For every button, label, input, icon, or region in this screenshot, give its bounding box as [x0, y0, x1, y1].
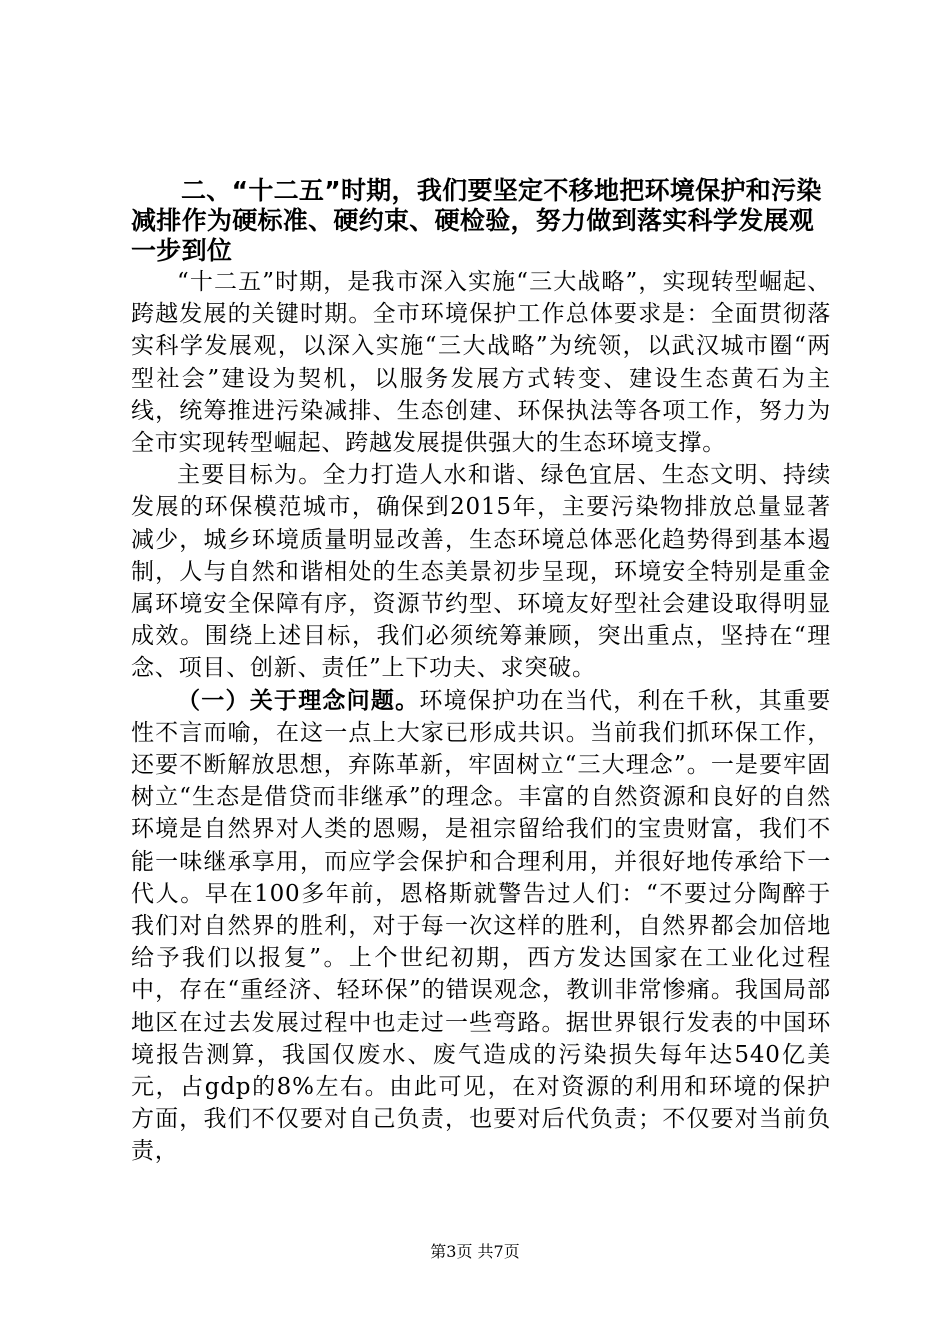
section-heading: 二、“十二五”时期，我们要坚定不移地把环境保护和污染减排作为硬标准、硬约束、硬检验，努力做到落实科学发展观一步到位 [131, 176, 822, 265]
subsection-body: 环境保护功在当代，利在千秋，其重要性不言而喻，在这一点上大家已形成共识。当前我们抓环保工作，还要不断解放思想，弃陈革新，牢固树立“三大理念”。一是要牢固树立“生态是借贷而非继承”的理念。丰富的自然资源和良好的自然环境是自然界对人类的恩赐，是祖宗留给我们的宝贵财富，我们不能一味继承享用，而应学会保护和合理利用，并很好地传承给下一代人。早在100多年前，恩格斯就警告过人们：“不要过分陶醉于我们对自然界的胜利，对于每一次这样的胜利，自然界都会加倍地给予我们以报复”。上个世纪初期，西方发达国家在工业化过程中，存在“重经济、轻环保”的错误观念，教训非常惨痛。我国局部地区在过去发展过程中也走过一些弯路。据世界银行发表的中国环境报告测算，我国仅废水、废气造成的污染损失每年达540亿美元，占gdp的8%左右。由此可见，在对资源的利用和环境的保护方面，我们不仅要对自己负责，也要对后代负责；不仅要对当前负责， [131, 687, 832, 1165]
subsection-lead: （一）关于理念问题。 [177, 687, 420, 714]
paragraph-overview: “十二五”时期，是我市深入实施“三大战略”，实现转型崛起、跨越发展的关键时期。全市环境保护工作总体要求是：全面贯彻落实科学发展观，以深入实施“三大战略”为统领，以武汉城市圈“两型社会”建设为契机，以服务发展方式转变、建设生态黄石为主线，统筹推进污染减排、生态创建、环保执法等各项工作，努力为全市实现转型崛起、跨越发展提供强大的生态环境支撑。 [131, 269, 831, 457]
paragraph-concept [131, 685, 831, 1168]
document-body [131, 176, 831, 1168]
page-number-footer: 第3页 共7页 [430, 1242, 520, 1261]
paragraph-goals: 主要目标为。全力打造人水和谐、绿色宜居、生态文明、持续发展的环保模范城市，确保到2015年，主要污染物排放总量显著减少，城乡环境质量明显改善，生态环境总体恶化趋势得到基本遏制，人与自然和谐相处的生态美景初步呈现，环境安全特别是重金属环境安全保障有序，资源节约型、环境友好型社会建设取得明显成效。围绕上述目标，我们必须统筹兼顾，突出重点，坚持在“理念、项目、创新、责任”上下功夫、求突破。 [131, 462, 831, 682]
